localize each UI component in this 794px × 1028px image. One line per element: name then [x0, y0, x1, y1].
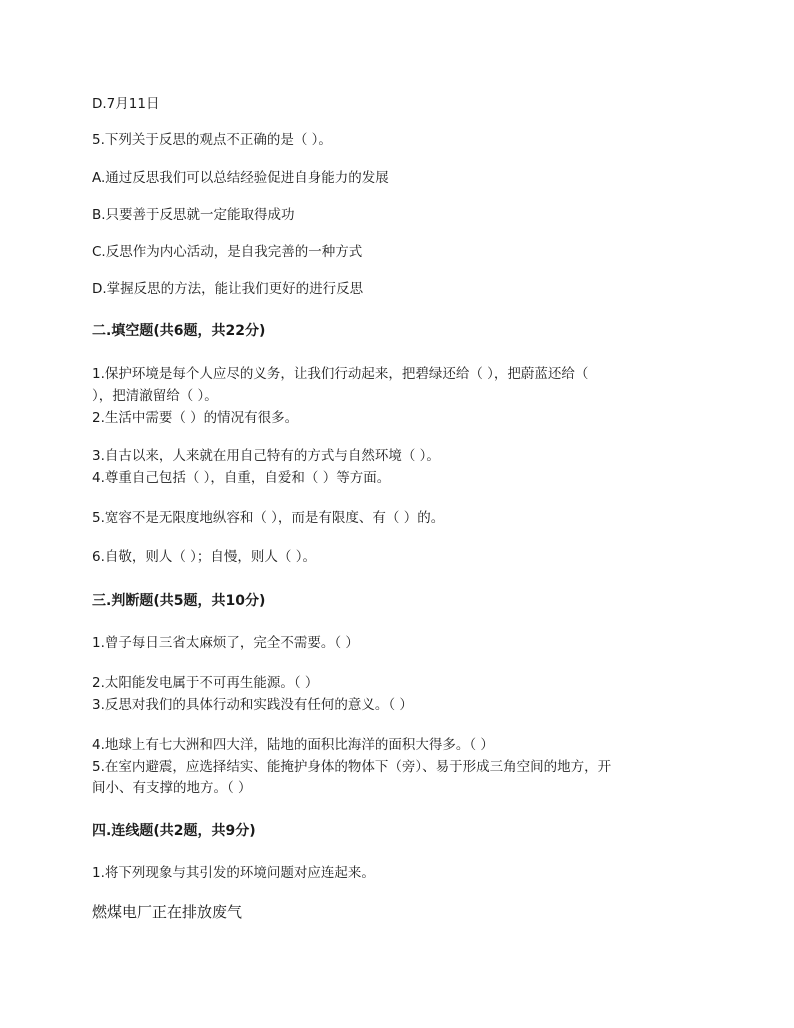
fill-question-4: 4.尊重自己包括（ ），自重，自爱和（ ）等方面。	[92, 470, 391, 486]
option-c-q5: C.反思作为内心活动，是自我完善的一种方式	[92, 244, 363, 260]
option-a-q5: A.通过反思我们可以总结经验促进自身能力的发展	[92, 170, 389, 186]
judge-question-5-line-2: 间小、有支撑的地方。（ ）	[92, 780, 252, 796]
judge-question-3: 3.反思对我们的具体行动和实践没有任何的意义。（ ）	[92, 697, 413, 713]
judge-question-5-line-1: 5.在室内避震，应选择结实、能掩护身体的物体下（旁）、易于形成三角空间的地方，开	[92, 759, 612, 775]
question-5: 5.下列关于反思的观点不正确的是（ ）。	[92, 132, 332, 148]
section-heading-matching: 四.连线题(共2题，共9分)	[92, 823, 256, 839]
judge-question-4: 4.地球上有七大洲和四大洋，陆地的面积比海洋的面积大得多。（ ）	[92, 737, 494, 753]
option-b-q5: B.只要善于反思就一定能取得成功	[92, 207, 295, 223]
option-d-q4: D.7月11日	[92, 96, 160, 112]
judge-question-2: 2.太阳能发电属于不可再生能源。（ ）	[92, 675, 319, 691]
option-d-q5: D.掌握反思的方法，能让我们更好的进行反思	[92, 281, 364, 297]
section-heading-fill-blank: 二.填空题(共6题，共22分)	[92, 323, 266, 339]
fill-question-5: 5.宽容不是无限度地纵容和（ ），而是有限度、有（ ）的。	[92, 510, 445, 526]
judge-question-1: 1.曾子每日三省太麻烦了，完全不需要。（ ）	[92, 635, 359, 651]
section-heading-true-false: 三.判断题(共5题，共10分)	[92, 593, 266, 609]
fill-question-3: 3.自古以来，人来就在用自己特有的方式与自然环境（ ）。	[92, 448, 440, 464]
matching-item-1: 燃煤电厂正在排放废气	[92, 903, 243, 921]
fill-question-1-line-1: 1.保护环境是每个人应尽的义务，让我们行动起来，把碧绿还给（ ），把蔚蓝还给（	[92, 366, 589, 382]
matching-question-1: 1.将下列现象与其引发的环境问题对应连起来。	[92, 865, 375, 881]
fill-question-2: 2.生活中需要（ ）的情况有很多。	[92, 410, 299, 426]
fill-question-6: 6.自敬，则人（ ）；自慢，则人（ ）。	[92, 549, 316, 565]
fill-question-1-line-2: ），把清澈留给（ ）。	[92, 388, 218, 404]
